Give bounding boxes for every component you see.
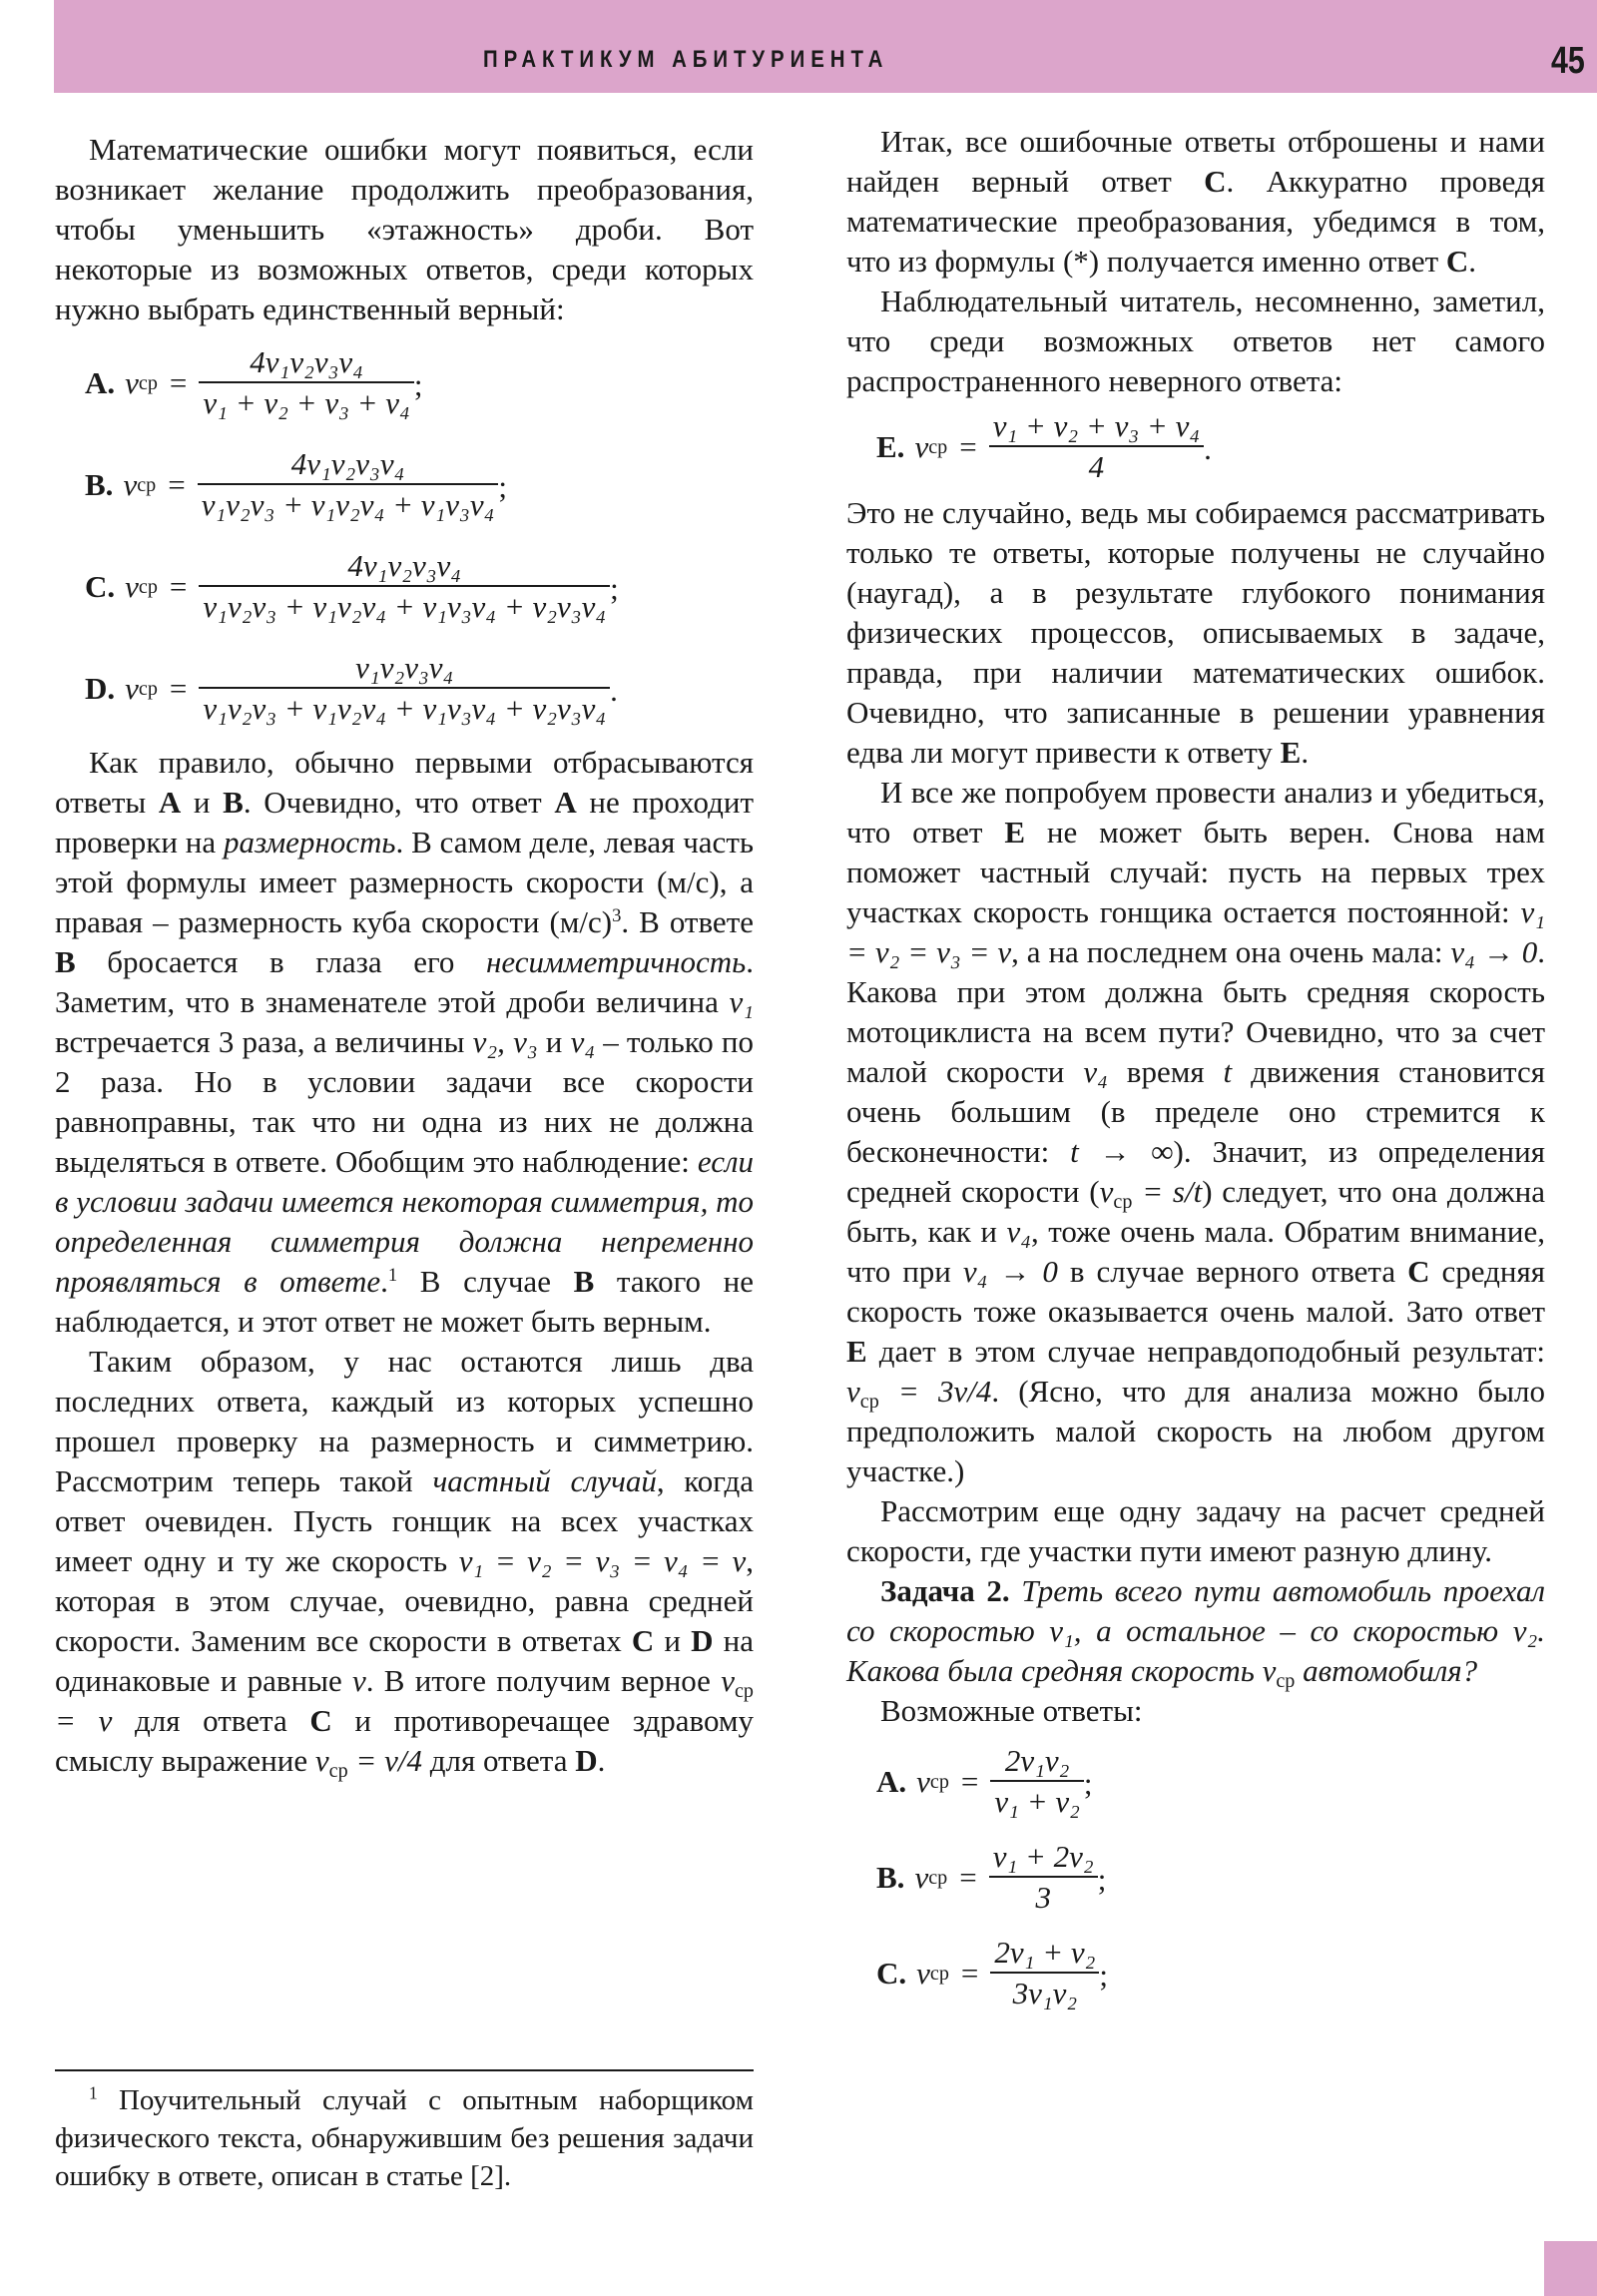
- footnote-ref[interactable]: 1: [387, 1264, 398, 1286]
- fraction: $\frac{\text{2v₁ + v₂}}{\text{3v₁v₂}}$: [990, 1934, 1099, 2013]
- task-label: Задача 2.: [880, 1573, 1010, 1608]
- right-column: [846, 122, 1545, 2024]
- paragraph: И все же попробуем провести анализ и убедиться, что ответ E не может быть верен. Снова нам поможет частный случай: пусть на первых трех участках скорость гонщика остается постоянной: v₁ = v₂ = v₃ = v, а на последнем она очень мала: v₄ → 0. Какова при этом должна быть средняя скорость мотоциклиста на всем пути? Очевидно, что за счет малой скорости v₄ время t движения становится очень большим (в пределе оно стремится к бесконечности: t → ∞). Значит, из определения средней скорости $(v_{ср} = s/t)$ следует, что она должна быть, как и v₄, тоже очень мала. Обратим внимание, что при v₄ → 0 в случае верного ответа C средняя скорость тоже оказывается очень малой. Зато ответ E дает в этом случае неправдоподобный результат: $v_{ср} = 3v/4$. (Ясно, что для анализа можно было предположить малой скорость на любом другом участке.): [846, 775, 1546, 1488]
- task2-formula-b: B. v ср = $\frac{\text{v₁ + 2v₂}}{3}$ ;: [876, 1833, 1545, 1923]
- left-column: [55, 130, 754, 1781]
- paragraph: Наблюдательный читатель, несомненно, заметил, что среди возможных ответов нет самого распространенного неверного ответа:: [846, 284, 1545, 398]
- formula-e: E. v ср = $\frac{\text{v₁ + v₂ + v₃ + v₄}}{4}$ .: [876, 407, 1545, 487]
- paragraph: Рассмотрим еще одну задачу на расчет средней скорости, где участки пути имеют разную длину.: [846, 1493, 1545, 1568]
- page-corner-tab: [1544, 2241, 1597, 2296]
- task-2: Задача 2. Треть всего пути автомобиль проехал со скоростью v₁, а остальное – со скоростью v₂. Какова была средняя скорость $v_{ср}$ автомобиля?: [846, 1573, 1545, 1693]
- fraction: $\frac{\text{2v₁v₂}}{\text{v₁ + v₂}}$: [990, 1742, 1084, 1822]
- page-number: 45: [1551, 40, 1585, 82]
- fraction: $\frac{\text{v₁ + v₂ + v₃ + v₄}}{4}$: [989, 407, 1204, 487]
- footnote: $^1$ Поучительный случай с опытным наборщиком физического текста, обнаружившим без решения задачи ошибку в ответе, описан в статье [2].: [55, 2082, 754, 2192]
- formula-b: B. v ср = $\frac{\text{4v₁v₂v₃v₄}}{\text{v₁v₂v₃ + v₁v₂v₄ + v₁v₃v₄}}$ ;: [85, 437, 754, 533]
- paragraph: Это не случайно, ведь мы собираемся рассматривать только те ответы, которые получены не случайно (наугад), а в результате глубокого понимания физических процессов, описываемых в задаче, правда, при наличии математических ошибок. Очевидно, что записанные в решении уравнения едва ли могут привести к ответу E.: [846, 495, 1545, 770]
- running-header: [54, 0, 1597, 93]
- formula-c: C. v ср = $\frac{\text{4v₁v₂v₃v₄}}{\text{v₁v₂v₃ + v₁v₂v₄ + v₁v₃v₄ + v₂v₃v₄}}$ ;: [85, 539, 754, 635]
- footnote-divider: [55, 2069, 754, 2071]
- formula-a: A. v ср = $\frac{\text{4v₁v₂v₃v₄}}{\text{v₁ + v₂ + v₃ + v₄}}$ ;: [85, 335, 754, 431]
- paragraph: Возможные ответы:: [880, 1693, 1143, 1728]
- task2-formula-a: A. v ср = $\frac{\text{2v₁v₂}}{\text{v₁ + v₂}}$ ;: [876, 1737, 1545, 1827]
- paragraph: Таким образом, у нас остаются лишь два последних ответа, каждый из которых успешно прошел проверку на размерность и симметрию. Рассмотрим теперь такой частный случай, когда ответ очевиден. Пусть гонщик на всех участках имеет одну и ту же скорость v₁ = v₂ = v₃ = v₄ = v, которая в этом случае, очевидно, равна средней скорости. Заменим все скорости в ответах C и D на одинаковые и равные v. В итоге получим верное $v_{ср} = v$ для ответа C и противоречащее здравому смыслу выражение $v_{ср} = v/4$ для ответа D.: [55, 1344, 754, 1783]
- paragraph: Математические ошибки могут появиться, если возникает желание продолжить преобразования, чтобы уменьшить «этажность» дроби. Вот некоторые из возможных ответов, среди которых нужно выбрать единственный верный:: [55, 132, 754, 326]
- fraction: $\frac{\text{4v₁v₂v₃v₄}}{\text{v₁v₂v₃ + v₁v₂v₄ + v₁v₃v₄ + v₂v₃v₄}}$: [199, 547, 610, 627]
- fraction: $\frac{\text{v₁ + 2v₂}}{3}$: [989, 1838, 1098, 1918]
- paragraph: Как правило, обычно первыми отбрасываются ответы A и B. Очевидно, что ответ A не проходит проверки на размерность. В самом деле, левая часть этой формулы имеет размерность скорости (м/с), а правая – размерность куба скорости $(м/с)^3$. В ответе B бросается в глаза его несимметричность. Заметим, что в знаменателе этой дроби величина v₁ встречается 3 раза, а величины v₂, v₃ и v₄ – только по 2 раза. Но в условии задачи все скорости равноправны, так что ни одна из них не должна выделяться в ответе. Обобщим это наблюдение: если в условии задачи имеется некоторая симметрия, то определенная симметрия должна непременно проявляться в ответе.$^1$ В случае B такого не наблюдается, и этот ответ не может быть верным.: [55, 745, 755, 1339]
- fraction: $\frac{\text{v₁v₂v₃v₄}}{\text{v₁v₂v₃ + v₁v₂v₄ + v₁v₃v₄ + v₂v₃v₄}}$: [199, 649, 610, 729]
- fraction: $\frac{\text{4v₁v₂v₃v₄}}{\text{v₁v₂v₃ + v₁v₂v₄ + v₁v₃v₄}}$: [198, 445, 499, 525]
- header-title: ПРАКТИКУМ АБИТУРИЕНТА: [483, 46, 889, 73]
- fraction: $\frac{\text{4v₁v₂v₃v₄}}{\text{v₁ + v₂ + v₃ + v₄}}$: [199, 343, 413, 423]
- paragraph: Итак, все ошибочные ответы отброшены и нами найден верный ответ C. Аккуратно проведя математические преобразования, убедимся в том, что из формулы (*) получается именно ответ C.: [846, 124, 1546, 279]
- task2-formula-c: C. v ср = $\frac{\text{2v₁ + v₂}}{\text{3v₁v₂}}$ ;: [876, 1929, 1545, 2018]
- formula-d: D. v ср = $\frac{\text{v₁v₂v₃v₄}}{\text{v₁v₂v₃ + v₁v₂v₄ + v₁v₃v₄ + v₂v₃v₄}}$ .: [85, 641, 754, 737]
